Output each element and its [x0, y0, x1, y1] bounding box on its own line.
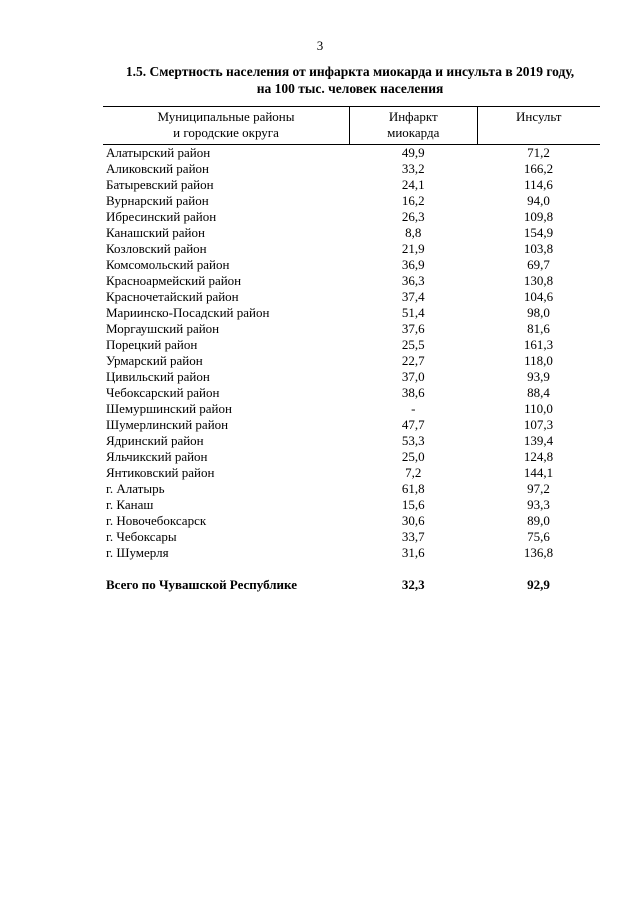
row-name: Порецкий район [106, 337, 198, 352]
row-infarct: 15,6 [401, 497, 425, 512]
row-infarct: 7,2 [405, 465, 422, 480]
row-stroke: 69,7 [527, 257, 550, 272]
row-name: г. Чебоксары [106, 529, 177, 544]
row-name: Шемуршинский район [106, 401, 232, 416]
row-stroke: 103,8 [523, 241, 554, 256]
row-stroke: 104,6 [523, 289, 554, 304]
table-title [100, 63, 600, 97]
total-name: Всего по Чувашской Республике [106, 577, 297, 592]
row-stroke: 75,6 [527, 529, 550, 544]
table-row [103, 193, 600, 209]
table-row [103, 417, 600, 433]
row-infarct: 25,0 [401, 449, 425, 464]
header-municipality [103, 107, 350, 145]
table-row [103, 545, 600, 561]
row-stroke: 124,8 [523, 449, 554, 464]
row-name: г. Алатырь [106, 481, 165, 496]
title-line-1: 1.5. Смертность населения от инфаркта миокарда и инсульта в 2019 году, [125, 64, 575, 79]
row-name: Чебоксарский район [106, 385, 220, 400]
row-infarct: 51,4 [401, 305, 425, 320]
row-name: г. Шумерля [106, 545, 169, 560]
total-row [103, 577, 600, 593]
table-row [103, 305, 600, 321]
header-stroke-label: Инсульт [516, 109, 562, 124]
row-name: Урмарский район [106, 353, 203, 368]
table-row [103, 385, 600, 401]
row-infarct: 38,6 [401, 385, 425, 400]
row-name: Шумерлинский район [106, 417, 229, 432]
row-stroke: 89,0 [527, 513, 550, 528]
row-name: Яльчикский район [106, 449, 208, 464]
row-name: Канашский район [106, 225, 205, 240]
table-row [103, 161, 600, 177]
row-stroke: 114,6 [524, 177, 553, 192]
table-row [103, 433, 600, 449]
row-name: Комсомольский район [106, 257, 230, 272]
row-name: Моргаушский район [106, 321, 220, 336]
row-stroke: 130,8 [523, 273, 554, 288]
row-infarct: 37,6 [401, 321, 425, 336]
row-name: г. Канаш [106, 497, 154, 512]
row-name: Ибресинский район [106, 209, 217, 224]
row-name: Мариинско-Посадский район [106, 305, 270, 320]
spacer-row [103, 561, 600, 577]
row-stroke: 166,2 [523, 161, 554, 176]
row-stroke: 161,3 [523, 337, 554, 352]
row-infarct: - [411, 401, 416, 416]
row-infarct: 49,9 [401, 145, 425, 160]
row-stroke: 98,0 [527, 305, 550, 320]
row-stroke: 71,2 [527, 145, 550, 160]
row-infarct: 24,1 [401, 177, 425, 192]
mortality-table [103, 106, 600, 593]
row-infarct: 36,3 [401, 273, 425, 288]
header-infarct [350, 107, 477, 145]
row-infarct: 31,6 [401, 545, 425, 560]
row-stroke: 93,9 [527, 369, 550, 384]
table-row [103, 401, 600, 417]
row-stroke: 93,3 [527, 497, 550, 512]
row-stroke: 118,0 [524, 353, 553, 368]
row-name: Красноармейский район [106, 273, 242, 288]
table-row [103, 321, 600, 337]
table-row [103, 241, 600, 257]
row-name: Козловский район [106, 241, 207, 256]
row-infarct: 26,3 [401, 209, 425, 224]
table-row [103, 449, 600, 465]
total-infarct: 32,3 [401, 577, 425, 592]
row-name: Цивильский район [106, 369, 210, 384]
row-infarct: 36,9 [401, 257, 425, 272]
table-row [103, 481, 600, 497]
table-row [103, 225, 600, 241]
header-row [103, 107, 600, 145]
title-line-2: на 100 тыс. человек населения [256, 81, 444, 96]
row-infarct: 33,2 [401, 161, 425, 176]
row-infarct: 21,9 [401, 241, 425, 256]
table-row [103, 529, 600, 545]
row-infarct: 8,8 [405, 225, 422, 240]
table-row [103, 289, 600, 305]
row-name: Вурнарский район [106, 193, 209, 208]
row-stroke: 154,9 [523, 225, 554, 240]
row-name: Янтиковский район [106, 465, 215, 480]
row-stroke: 144,1 [523, 465, 554, 480]
header-infarct-line-2: миокарда [387, 125, 440, 140]
row-stroke: 110,0 [524, 401, 553, 416]
row-infarct: 37,4 [401, 289, 425, 304]
table-row [103, 513, 600, 529]
header-infarct-line-1: Инфаркт [388, 109, 438, 124]
table-row [103, 273, 600, 289]
table-header [103, 107, 600, 145]
header-stroke [477, 107, 600, 145]
row-name: Аликовский район [106, 161, 209, 176]
table-row [103, 369, 600, 385]
header-municipality-line-2: и городские округа [173, 125, 279, 140]
row-stroke: 107,3 [523, 417, 554, 432]
header-municipality-line-1: Муниципальные районы [157, 109, 295, 124]
row-infarct: 16,2 [401, 193, 425, 208]
row-stroke: 97,2 [527, 481, 550, 496]
row-infarct: 33,7 [401, 529, 425, 544]
row-stroke: 94,0 [527, 193, 550, 208]
table-row [103, 353, 600, 369]
table-row [103, 497, 600, 513]
row-stroke: 136,8 [523, 545, 554, 560]
table-row [103, 257, 600, 273]
row-infarct: 53,3 [401, 433, 425, 448]
row-infarct: 61,8 [401, 481, 425, 496]
table-body [103, 145, 600, 562]
row-name: Красночетайский район [106, 289, 239, 304]
row-infarct: 37,0 [401, 369, 425, 384]
row-stroke: 81,6 [527, 321, 550, 336]
table-row [103, 465, 600, 481]
row-name: Ядринский район [106, 433, 204, 448]
table-footer [103, 561, 600, 593]
total-stroke: 92,9 [527, 577, 550, 592]
row-name: Алатырский район [106, 145, 211, 160]
table-row [103, 209, 600, 225]
row-stroke: 88,4 [527, 385, 550, 400]
table-row [103, 177, 600, 193]
row-infarct: 22,7 [401, 353, 425, 368]
row-stroke: 109,8 [523, 209, 554, 224]
table-row [103, 145, 600, 162]
page-number: 3 [316, 38, 324, 53]
row-infarct: 47,7 [401, 417, 425, 432]
row-name: Батыревский район [106, 177, 214, 192]
row-name: г. Новочебоксарск [106, 513, 207, 528]
row-stroke: 139,4 [523, 433, 554, 448]
row-infarct: 30,6 [401, 513, 425, 528]
table-row [103, 337, 600, 353]
row-infarct: 25,5 [401, 337, 425, 352]
